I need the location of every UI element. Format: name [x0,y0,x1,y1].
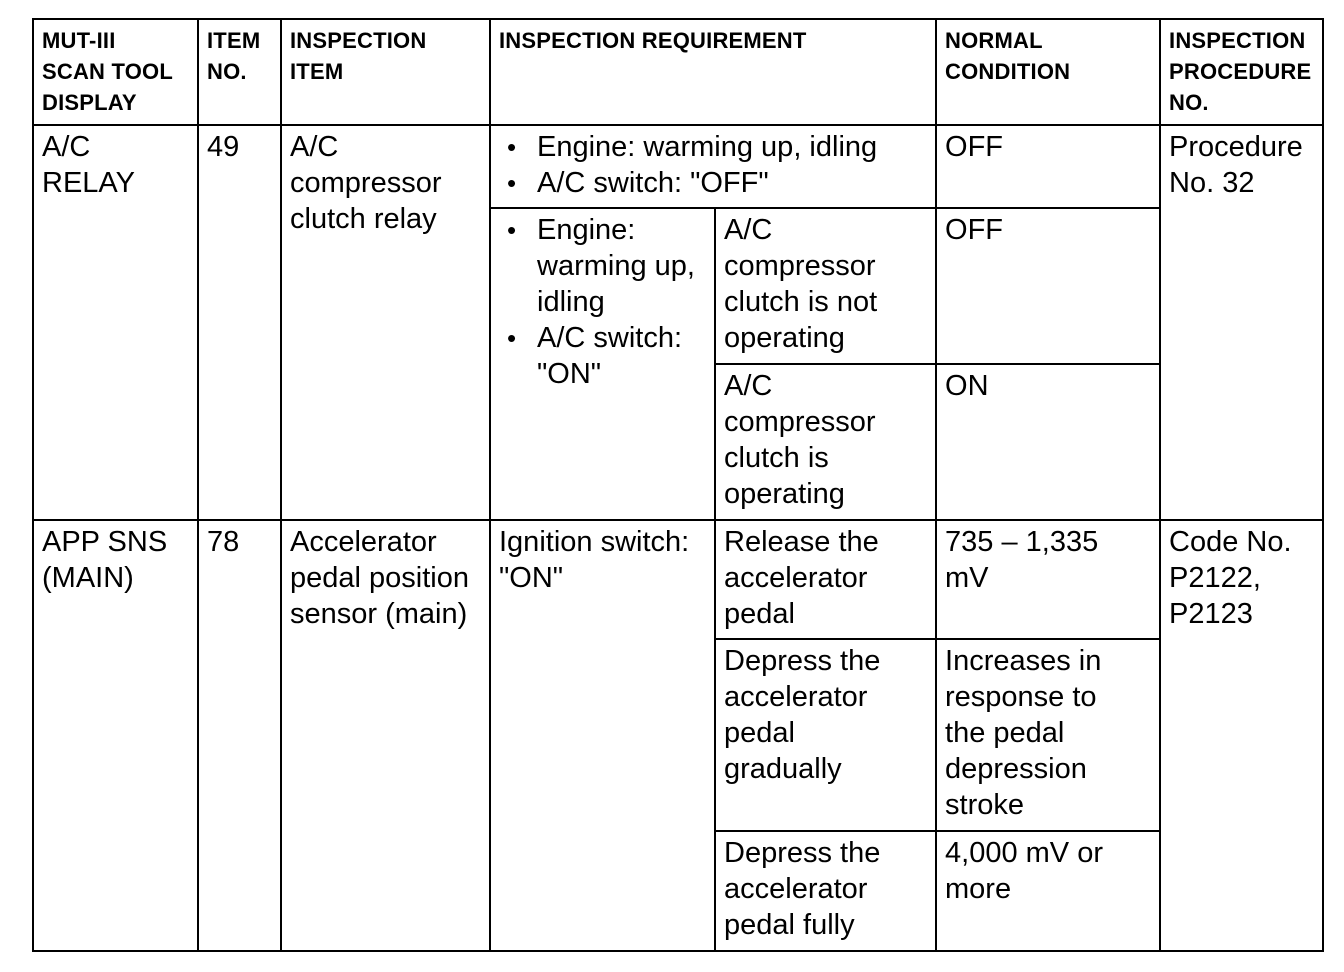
header-item-no: ITEM NO. [198,19,281,125]
cell-sub-condition: A/C compressor clutch is not operating [715,208,936,364]
cell-display: APP SNS (MAIN) [33,520,198,951]
cell-normal-condition: OFF [936,208,1160,364]
requirement-list [499,212,706,392]
header-normal-condition: NORMAL CONDITION [936,19,1160,125]
cell-requirement [490,125,936,208]
cell-sub-condition: Depress the accelerator pedal fully [715,831,936,951]
table-row [33,125,1323,208]
list-item: • Engine: warming up, idling [537,212,706,320]
header-display: MUT-III SCAN TOOL DISPLAY [33,19,198,125]
cell-normal-condition: 4,000 mV or more [936,831,1160,951]
list-item: • A/C switch: "OFF" [537,165,927,201]
cell-sub-condition: Release the accelerator pedal [715,520,936,639]
cell-sub-condition: A/C compressor clutch is operating [715,364,936,520]
cell-requirement [490,208,715,520]
cell-item-no: 49 [198,125,281,520]
list-item: • A/C switch: "ON" [537,320,706,392]
cell-requirement: Ignition switch: "ON" [490,520,715,951]
cell-normal-condition: OFF [936,125,1160,208]
header-inspection-item: INSPECTION ITEM [281,19,490,125]
list-item: • Engine: warming up, idling [537,129,927,165]
cell-normal-condition: ON [936,364,1160,520]
cell-inspection-item: A/C compressor clutch relay [281,125,490,520]
requirement-list [499,129,927,201]
table-row [33,520,1323,639]
cell-normal-condition: 735 – 1,335 mV [936,520,1160,639]
cell-inspection-item: Accelerator pedal position sensor (main) [281,520,490,951]
header-inspection-requirement: INSPECTION REQUIREMENT [490,19,936,125]
header-procedure-no: INSPECTION PROCEDURE NO. [1160,19,1323,125]
cell-normal-condition: Increases in response to the pedal depression stroke [936,639,1160,831]
cell-sub-condition: Depress the accelerator pedal gradually [715,639,936,831]
inspection-table [32,18,1324,952]
cell-procedure-no: Procedure No. 32 [1160,125,1323,520]
table-header-row [33,19,1323,125]
cell-item-no: 78 [198,520,281,951]
cell-display: A/C RELAY [33,125,198,520]
cell-procedure-no: Code No. P2122, P2123 [1160,520,1323,951]
